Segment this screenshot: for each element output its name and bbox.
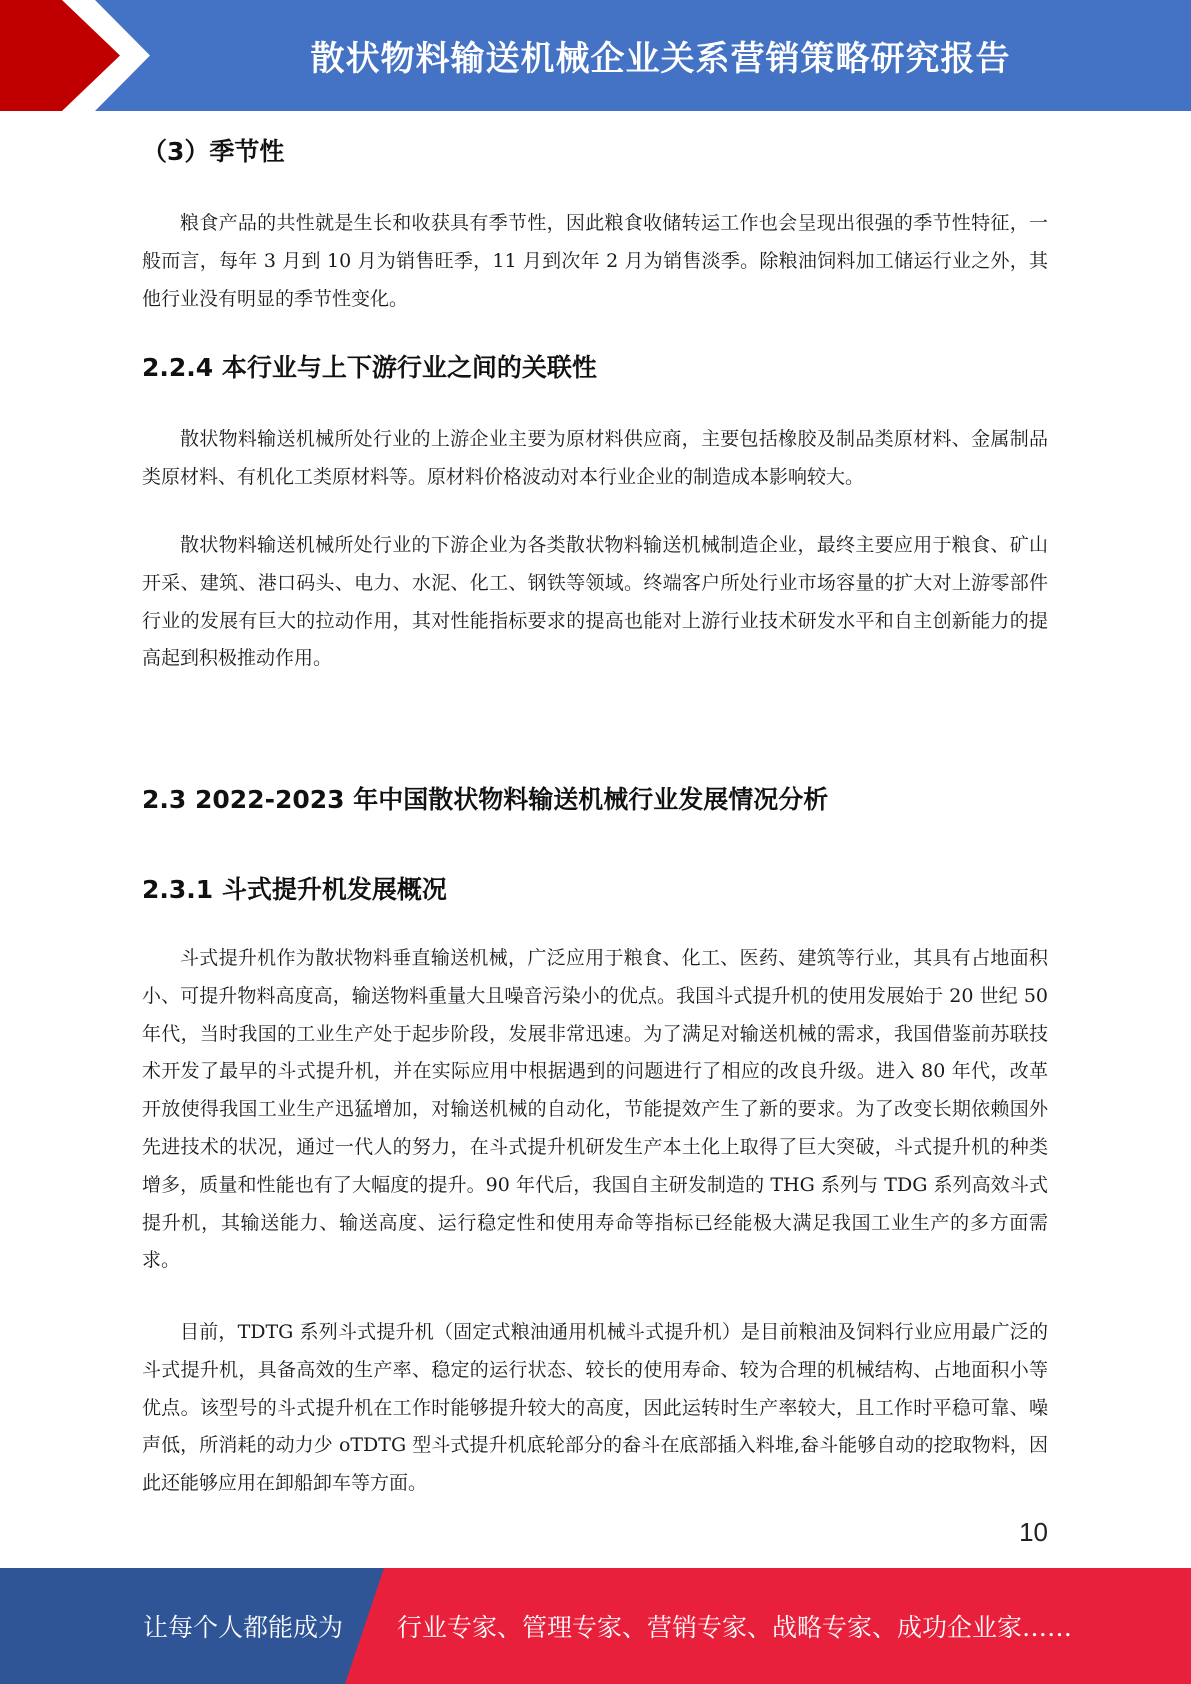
report-footer — [0, 1568, 1191, 1684]
seasonality-paragraph: 粮食产品的共性就是生长和收获具有季节性，因此粮食收储转运工作也会呈现出很强的季节性特征，一般而言，每年 3 月到 10 月为销售旺季，11 月到次年 2 月为销售淡季。除粮油饲料加工储运行业之外，其他行业没有明显的季节性变化。 — [142, 212, 1048, 310]
section-2-3-1-heading: 2.3.1 斗式提升机发展概况 — [142, 875, 447, 904]
footer-slogan-right: 行业专家、管理专家、营销专家、战略专家、成功企业家…… — [397, 1613, 1073, 1642]
seasonality-heading: （3）季节性 — [142, 137, 285, 166]
page-number: 10 — [1019, 1517, 1048, 1547]
section-2-2-4-paragraph-1: 散状物料输送机械所处行业的上游企业主要为原材料供应商，主要包括橡胶及制品类原材料、金属制品类原材料、有机化工类原材料等。原材料价格波动对本行业企业的制造成本影响较大。 — [142, 428, 1048, 488]
section-2-3-1-paragraph-1: 斗式提升机作为散状物料垂直输送机械，广泛应用于粮食、化工、医药、建筑等行业，其具有占地面积小、可提升物料高度高，输送物料重量大且噪音污染小的优点。我国斗式提升机的使用发展始于 20 世纪 50 年代，当时我国的工业生产处于起步阶段，发展非常迅速。为了满足对输送机械的需求，我国借鉴前苏联技术开发了最早的斗式提升机，并在实际应用中根据遇到的问题进行了相应的改良升级。进入 80 年代，改革开放使得我国工业生产迅猛增加，对输送机械的自动化，节能提效产生了新的要求。为了改变长期依赖国外先进技术的状况，通过一代人的努力，在斗式提升机研发生产本土化上取得了巨大突破，斗式提升机的种类增多，质量和性能也有了大幅度的提升。90 年代后，我国自主研发制造的 THG 系列与 TDG 系列高效斗式提升机，其输送能力、输送高度、运行稳定性和使用寿命等指标已经能极大满足我国工业生产的多方面需求。 — [142, 947, 1048, 1272]
section-2-3-heading: 2.3 2022-2023 年中国散状物料输送机械行业发展情况分析 — [142, 785, 829, 814]
footer-slogan-left: 让每个人都能成为 — [143, 1613, 344, 1642]
report-title: 散状物料输送机械企业关系营销策略研究报告 — [310, 39, 1011, 79]
section-2-2-4-paragraph-2: 散状物料输送机械所处行业的下游企业为各类散状物料输送机械制造企业，最终主要应用于粮食、矿山开采、建筑、港口码头、电力、水泥、化工、钢铁等领域。终端客户所处行业市场容量的扩大对上游零部件行业的发展有巨大的拉动作用，其对性能指标要求的提高也能对上游行业技术研发水平和自主创新能力的提高起到积极推动作用。 — [142, 534, 1048, 670]
report-header — [0, 0, 1191, 111]
section-2-2-4-heading: 2.2.4 本行业与上下游行业之间的关联性 — [142, 353, 597, 382]
section-2-3-1-paragraph-2: 目前，TDTG 系列斗式提升机（固定式粮油通用机械斗式提升机）是目前粮油及饲料行业应用最广泛的斗式提升机，具备高效的生产率、稳定的运行状态、较长的使用寿命、较为合理的机械结构、占地面积小等优点。该型号的斗式提升机在工作时能够提升较大的高度，因此运转时生产率较大，且工作时平稳可靠、噪声低，所消耗的动力少 oTDTG 型斗式提升机底轮部分的畚斗在底部插入料堆,畚斗能够自动的挖取物料，因此还能够应用在卸船卸车等方面。 — [142, 1321, 1048, 1495]
